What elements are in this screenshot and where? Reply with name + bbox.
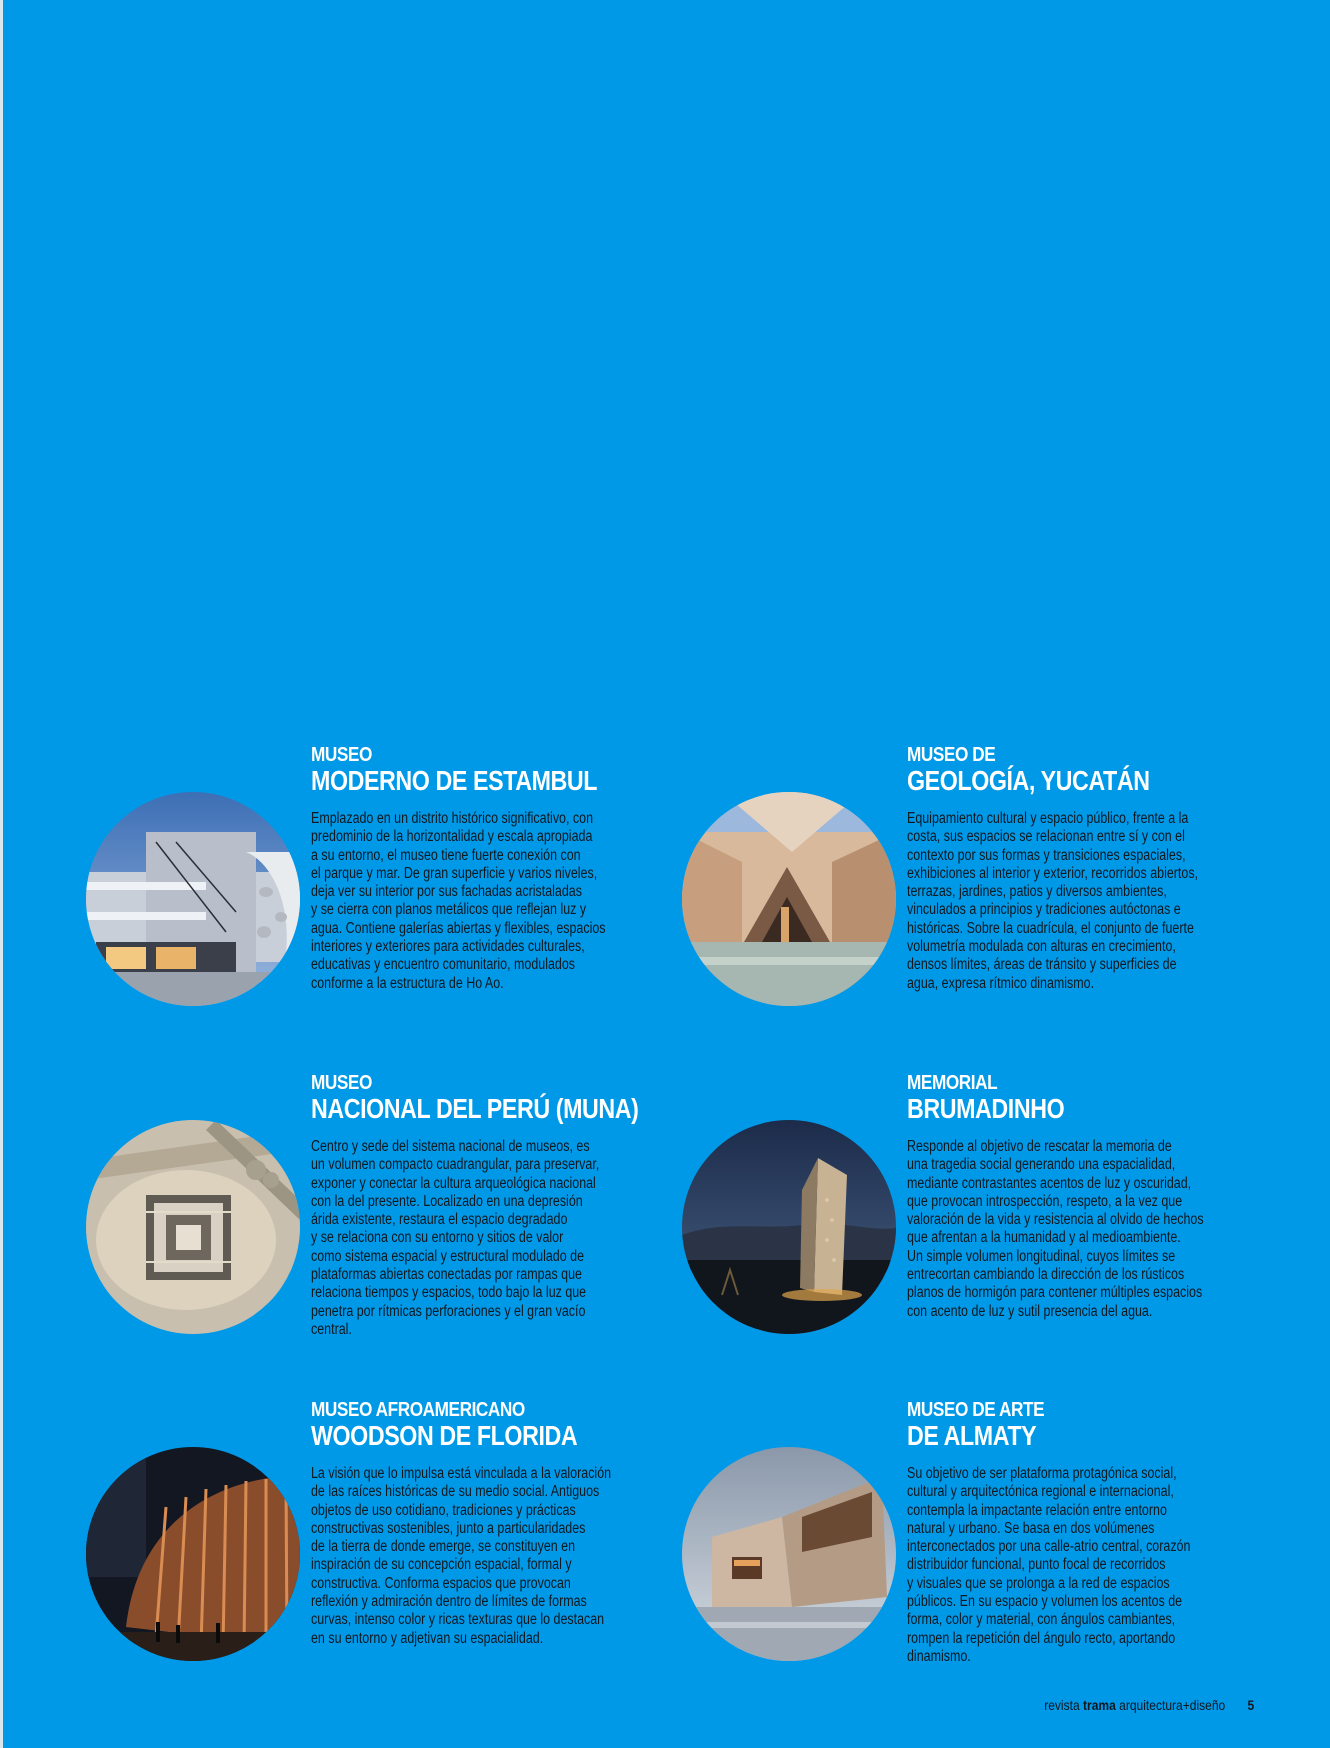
entry-text [311, 744, 679, 993]
entry-title: MODERNO DE ESTAMBUL [311, 765, 598, 796]
muna-aerial-photo [86, 1120, 300, 1334]
entry-text [907, 744, 1275, 993]
entry-title: NACIONAL DEL PERÚ (MUNA) [311, 1093, 639, 1124]
entry-title: BRUMADINHO [907, 1093, 1065, 1124]
page-footer [1044, 1697, 1254, 1713]
istanbul-museum-photo [86, 792, 300, 1006]
page-edge [0, 0, 3, 1748]
entry-text [311, 1072, 679, 1339]
entry-istanbul-museum [86, 744, 686, 1044]
entry-kicker: MUSEO AFROAMERICANO [311, 1399, 525, 1421]
entry-text [907, 1072, 1275, 1321]
yucatan-geology-museum-photo [682, 792, 896, 1006]
entry-body: La visión que lo impulsa está vinculada a la valoración de las raíces históricas de su medio social. Antiguos objetos de uso cotidiano, tradiciones y prácticas constructivas sostenibles, junto a particularidades de la tierra de donde emerge, se constituyen en inspiración de su concepción espacial, formal y constructiva. Conforma espacios que provocan reflexión y admiración dentro de límites de formas curvas, intenso color y ricas texturas que lo destacan en su entorno y adjetivan su espacialidad. [311, 1465, 612, 1647]
footer-prefix: revista [1043, 1697, 1080, 1713]
entry-yucatan-museum [682, 744, 1282, 1044]
entry-muna-museum [86, 1072, 686, 1372]
entry-title: WOODSON DE FLORIDA [311, 1420, 578, 1451]
brumadinho-memorial-photo [682, 1120, 896, 1334]
entry-text [311, 1399, 679, 1648]
entry-kicker: MEMORIAL [907, 1072, 998, 1094]
woodson-museum-photo [86, 1447, 300, 1661]
entry-kicker: MUSEO [311, 1072, 372, 1094]
entry-title: GEOLOGÍA, YUCATÁN [907, 765, 1150, 796]
page-number: 5 [1247, 1697, 1254, 1713]
entry-almaty-museum [682, 1399, 1282, 1699]
almaty-art-museum-photo [682, 1447, 896, 1661]
entry-body: Su objetivo de ser plataforma protagónica social, cultural y arquitectónica regional e internacional, contempla la impactante relación entre entorno natural y urbano. Se basa en dos volúmenes interconectados por una calle-atrio central, corazón distribuidor funcional, punto focal de recorridos y visuales que se prolonga a la red de espacios públicos. En su espacio y volumen los acentos de forma, color y material, con ángulos cambiantes, rompen la repetición del ángulo recto, aportando dinamismo. [907, 1465, 1191, 1665]
entry-woodson-museum [86, 1399, 686, 1699]
entry-body: Centro y sede del sistema nacional de museos, es un volumen compacto cuadrangular, para preservar, exponer y conectar la cultura arqueológica nacional con la del presente. Localizado en una depresión árida existente, restaura el espacio degradado y se relaciona con su entorno y sitios de valor como sistema espacial y estructural modulado de plataformas abiertas conectadas por rampas que relaciona tiempos y espacios, todo bajo la luz que penetra por rítmicas perforaciones y el gran vacío central. [311, 1138, 600, 1338]
entry-title: DE ALMATY [907, 1420, 1037, 1451]
entry-kicker: MUSEO DE ARTE [907, 1399, 1045, 1421]
footer-suffix: arquitectura+diseño [1118, 1697, 1226, 1713]
entry-kicker: MUSEO DE [907, 744, 996, 766]
entry-text [907, 1399, 1275, 1666]
entry-kicker: MUSEO [311, 744, 372, 766]
entry-body: Emplazado en un distrito histórico significativo, con predominio de la horizontalidad y escala apropiada a su entorno, el museo tiene fuerte conexión con el parque y mar. De gran superficie y varios niveles, deja ver su interior por sus fachadas acristaladas y se cierra con planos metálicos que reflejan luz y agua. Contiene galerías abiertas y flexibles, espacios interiores y exteriores para actividades culturales, educativas y encuentro comunitario, modulados conforme a la estructura de Ho Ao. [311, 810, 606, 992]
entry-body: Equipamiento cultural y espacio público, frente a la costa, sus espacios se relacionan entre sí y con el contexto por sus formas y transiciones espaciales, exhibiciones al interior y exterior, recorridos abiertos, terrazas, jardines, patios y diversos ambientes, vinculados a principios y tradiciones autóctonas e históricas. Sobre la cuadrícula, el conjunto de fuerte volumetría modulada con alturas en crecimiento, densos límites, áreas de tránsito y superficies de agua, expresa rítmico dinamismo. [907, 810, 1199, 992]
entry-brumadinho-memorial [682, 1072, 1282, 1372]
footer-brand: trama [1082, 1697, 1116, 1713]
entry-body: Responde al objetivo de rescatar la memoria de una tragedia social generando una espacialidad, mediante contrastantes acentos de luz y oscuridad, que provocan introspección, respeto, a la vez que valoración de la vida y resistencia al olvido de hechos que afrentan a la humanidad y al medioambiente. Un simple volumen longitudinal, cuyos límites se entrecortan cambiando la dirección de los rústicos planos de hormigón para contener múltiples espacios con acento de luz y sutil presencia del agua. [907, 1138, 1204, 1320]
